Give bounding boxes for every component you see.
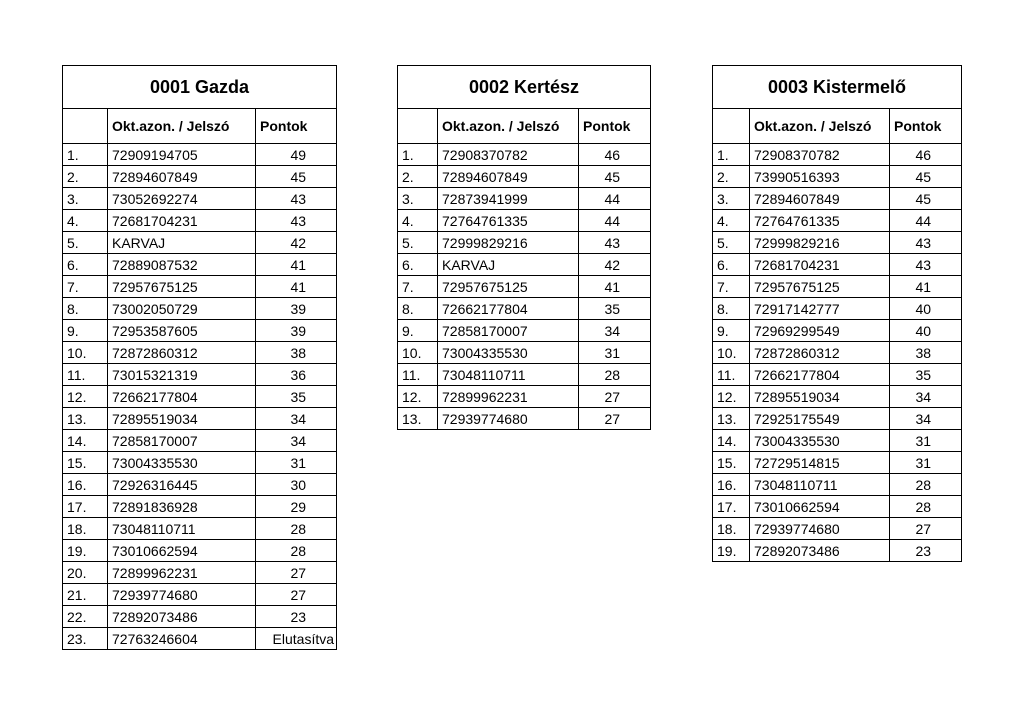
table-title: 0003 Kistermelő [713,66,962,109]
row-points: 39 [256,320,337,342]
row-id: 72894607849 [438,166,579,188]
row-id: 73052692274 [108,188,256,210]
row-id: 72908370782 [438,144,579,166]
header-id: Okt.azon. / Jelszó [108,109,256,144]
row-id: 72872860312 [108,342,256,364]
table-row [713,320,962,342]
row-number: 7. [63,276,108,298]
table-row [63,408,337,430]
row-points: 35 [579,298,651,320]
table-row [713,452,962,474]
row-points: 31 [256,452,337,474]
header-id: Okt.azon. / Jelszó [750,109,890,144]
row-points: 34 [890,408,962,430]
table-row [63,606,337,628]
row-id: 72892073486 [108,606,256,628]
row-id: 72894607849 [108,166,256,188]
row-id: 73004335530 [108,452,256,474]
row-points: 42 [256,232,337,254]
header-num [713,109,750,144]
row-number: 19. [63,540,108,562]
row-points: 34 [256,408,337,430]
row-number: 5. [63,232,108,254]
row-points: 46 [579,144,651,166]
row-id: 72939774680 [108,584,256,606]
row-points: 43 [256,210,337,232]
table-row [63,298,337,320]
row-points: 45 [579,166,651,188]
row-id: 72969299549 [750,320,890,342]
table-row [398,298,651,320]
row-points: 40 [890,320,962,342]
row-points: 39 [256,298,337,320]
row-id: 73010662594 [750,496,890,518]
row-number: 3. [713,188,750,210]
row-number: 14. [63,430,108,452]
row-number: 5. [713,232,750,254]
table-kertesz [397,65,651,430]
table-row [713,276,962,298]
row-points: 27 [890,518,962,540]
row-points: 27 [256,584,337,606]
row-points: 49 [256,144,337,166]
row-id: KARVAJ [438,254,579,276]
row-points: 23 [890,540,962,562]
row-number: 9. [713,320,750,342]
row-id: 73010662594 [108,540,256,562]
table-row [398,408,651,430]
row-id: 72925175549 [750,408,890,430]
row-id: 73048110711 [750,474,890,496]
header-id: Okt.azon. / Jelszó [438,109,579,144]
row-id: 72999829216 [750,232,890,254]
row-number: 6. [713,254,750,276]
row-points: 28 [579,364,651,386]
table-row [713,232,962,254]
row-points: 23 [256,606,337,628]
row-number: 10. [63,342,108,364]
row-points: 31 [890,452,962,474]
table-row [398,188,651,210]
row-points: 41 [579,276,651,298]
row-id: 72873941999 [438,188,579,210]
row-number: 18. [713,518,750,540]
table-row [713,430,962,452]
table-row [63,474,337,496]
table-row [713,364,962,386]
row-points: 41 [890,276,962,298]
table-row [398,364,651,386]
row-number: 12. [713,386,750,408]
row-id: 72894607849 [750,188,890,210]
row-number: 17. [63,496,108,518]
row-number: 2. [713,166,750,188]
row-points: 27 [579,408,651,430]
row-id: 73990516393 [750,166,890,188]
row-id: 72895519034 [750,386,890,408]
row-id: 72891836928 [108,496,256,518]
row-number: 7. [398,276,438,298]
row-points: 30 [256,474,337,496]
row-id: 72939774680 [750,518,890,540]
row-id: 72926316445 [108,474,256,496]
header-num [63,109,108,144]
row-points: 35 [890,364,962,386]
table-row [63,276,337,298]
table-row [63,188,337,210]
row-points: 34 [579,320,651,342]
table-row [398,232,651,254]
row-points: 31 [890,430,962,452]
table-body [63,66,337,650]
table-row [713,298,962,320]
row-points: 28 [890,496,962,518]
row-points: 44 [579,188,651,210]
table-row [63,518,337,540]
row-id: KARVAJ [108,232,256,254]
row-number: 1. [713,144,750,166]
row-points: 31 [579,342,651,364]
table-row [713,144,962,166]
row-points: 41 [256,254,337,276]
row-id: 72872860312 [750,342,890,364]
row-points: 27 [579,386,651,408]
table-row [63,210,337,232]
row-id: 72858170007 [438,320,579,342]
row-number: 1. [63,144,108,166]
row-id: 72899962231 [438,386,579,408]
table-row [713,408,962,430]
row-id: 73002050729 [108,298,256,320]
row-points: 41 [256,276,337,298]
row-id: 72729514815 [750,452,890,474]
row-points: 45 [890,188,962,210]
row-number: 2. [63,166,108,188]
row-number: 21. [63,584,108,606]
row-points: 29 [256,496,337,518]
table-row [398,342,651,364]
row-id: 73004335530 [750,430,890,452]
table-row [713,342,962,364]
row-number: 4. [713,210,750,232]
row-id: 72662177804 [750,364,890,386]
row-points: 43 [890,254,962,276]
row-number: 14. [713,430,750,452]
row-id: 73004335530 [438,342,579,364]
table-title: 0002 Kertész [398,66,651,109]
row-points: 42 [579,254,651,276]
header-num [398,109,438,144]
table-body [713,66,962,562]
table-row [63,386,337,408]
row-id: 72939774680 [438,408,579,430]
header-points: Pontok [890,109,962,144]
row-points: 44 [579,210,651,232]
row-number: 17. [713,496,750,518]
row-id: 72909194705 [108,144,256,166]
table-row [713,188,962,210]
row-number: 18. [63,518,108,540]
row-points: 28 [256,518,337,540]
table-row [63,540,337,562]
row-number: 20. [63,562,108,584]
row-number: 7. [713,276,750,298]
header-points: Pontok [256,109,337,144]
table-row [398,276,651,298]
row-id: 72681704231 [108,210,256,232]
row-number: 10. [398,342,438,364]
row-number: 2. [398,166,438,188]
row-id: 72662177804 [108,386,256,408]
row-points: 45 [890,166,962,188]
table-row [713,496,962,518]
table-row [63,320,337,342]
row-id: 72662177804 [438,298,579,320]
row-id: 72908370782 [750,144,890,166]
row-number: 16. [63,474,108,496]
row-number: 23. [63,628,108,650]
row-number: 3. [63,188,108,210]
row-points: 46 [890,144,962,166]
table-row [63,364,337,386]
row-number: 4. [63,210,108,232]
row-id: 72764761335 [438,210,579,232]
row-id: 72763246604 [108,628,256,650]
row-number: 12. [63,386,108,408]
row-number: 13. [63,408,108,430]
row-points: Elutasítva [256,628,337,650]
row-number: 10. [713,342,750,364]
row-number: 3. [398,188,438,210]
row-points: 27 [256,562,337,584]
row-number: 9. [63,320,108,342]
row-id: 73048110711 [108,518,256,540]
table-row [63,628,337,650]
row-number: 6. [63,254,108,276]
row-points: 34 [890,386,962,408]
row-number: 8. [63,298,108,320]
table-kistermelo [712,65,962,562]
table-row [713,166,962,188]
table-row [63,430,337,452]
row-id: 72957675125 [438,276,579,298]
table-row [63,584,337,606]
row-number: 16. [713,474,750,496]
row-points: 35 [256,386,337,408]
table-row [713,540,962,562]
table-row [63,562,337,584]
row-id: 72917142777 [750,298,890,320]
row-points: 36 [256,364,337,386]
table-row [63,342,337,364]
row-points: 43 [890,232,962,254]
table-gazda [62,65,337,650]
row-points: 45 [256,166,337,188]
table-row [713,386,962,408]
table-row [63,144,337,166]
row-points: 43 [256,188,337,210]
row-points: 44 [890,210,962,232]
table-title: 0001 Gazda [63,66,337,109]
row-id: 72957675125 [108,276,256,298]
row-number: 15. [713,452,750,474]
row-id: 72764761335 [750,210,890,232]
table-row [63,166,337,188]
row-number: 15. [63,452,108,474]
row-number: 1. [398,144,438,166]
row-id: 72858170007 [108,430,256,452]
row-points: 28 [256,540,337,562]
row-points: 34 [256,430,337,452]
row-number: 9. [398,320,438,342]
table-row [398,210,651,232]
row-number: 8. [713,298,750,320]
row-id: 72892073486 [750,540,890,562]
table-row [398,166,651,188]
row-number: 11. [398,364,438,386]
table-row [713,518,962,540]
table-row [713,254,962,276]
table-row [63,452,337,474]
row-id: 73048110711 [438,364,579,386]
row-points: 38 [890,342,962,364]
row-points: 28 [890,474,962,496]
row-id: 72957675125 [750,276,890,298]
table-row [63,232,337,254]
table-row [713,210,962,232]
row-number: 11. [63,364,108,386]
row-number: 13. [713,408,750,430]
row-number: 5. [398,232,438,254]
table-body [398,66,651,430]
table-row [713,474,962,496]
table-row [398,144,651,166]
row-number: 12. [398,386,438,408]
row-id: 72889087532 [108,254,256,276]
row-id: 73015321319 [108,364,256,386]
row-number: 22. [63,606,108,628]
table-row [63,254,337,276]
row-points: 38 [256,342,337,364]
row-id: 72953587605 [108,320,256,342]
row-number: 8. [398,298,438,320]
table-row [63,496,337,518]
row-number: 11. [713,364,750,386]
row-number: 4. [398,210,438,232]
table-row [398,254,651,276]
row-id: 72899962231 [108,562,256,584]
row-id: 72681704231 [750,254,890,276]
row-number: 19. [713,540,750,562]
table-row [398,320,651,342]
row-number: 13. [398,408,438,430]
row-number: 6. [398,254,438,276]
header-points: Pontok [579,109,651,144]
row-id: 72999829216 [438,232,579,254]
row-points: 43 [579,232,651,254]
table-row [398,386,651,408]
row-points: 40 [890,298,962,320]
row-id: 72895519034 [108,408,256,430]
